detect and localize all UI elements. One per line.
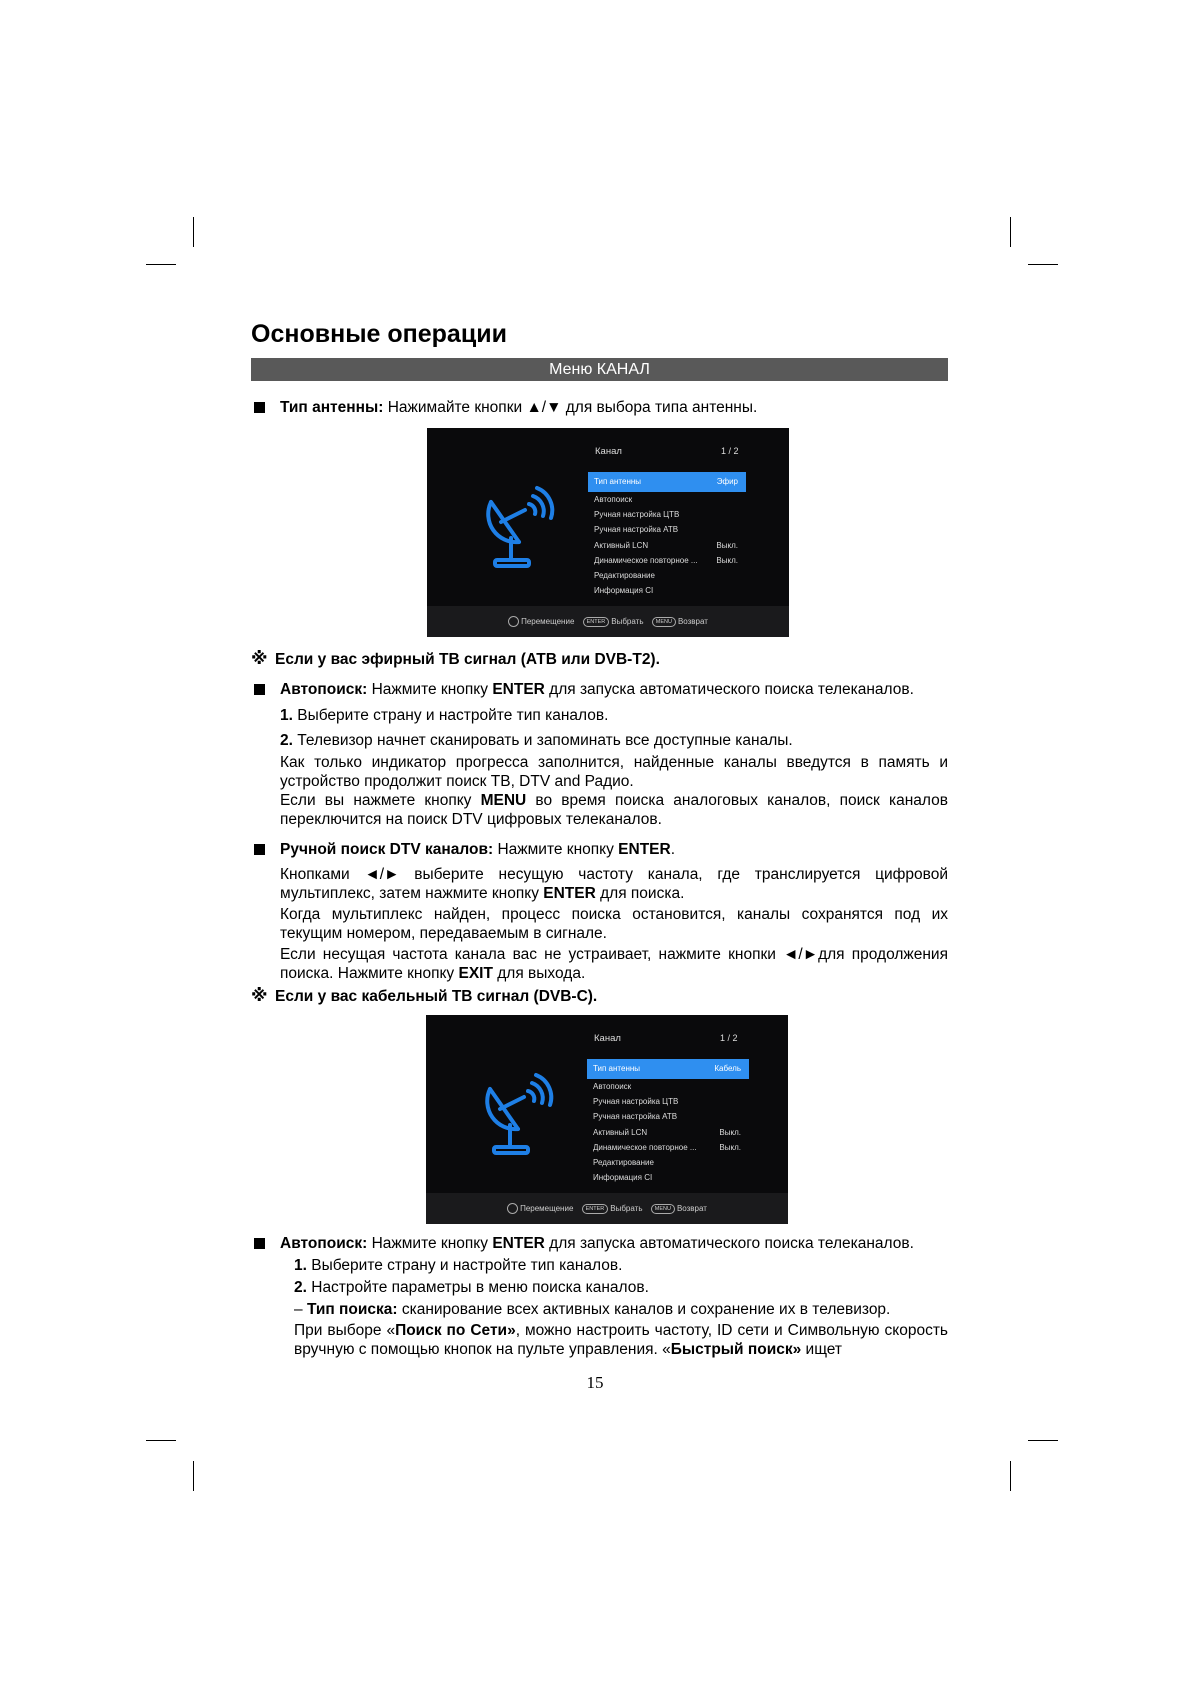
autosearch-air-step-1: 1. Выберите страну и настройте тип каналов.	[280, 707, 609, 724]
menu-item-ci-info[interactable]: Информация CI	[594, 586, 654, 595]
crop-mark	[146, 264, 176, 265]
menu-item-autosearch[interactable]: Автопоиск	[594, 495, 633, 504]
menu-item-manual-atv[interactable]: Ручная настройка АТВ	[594, 525, 679, 534]
crop-mark	[193, 1461, 194, 1491]
antenna-type-label: Тип антенны:	[280, 399, 384, 416]
autosearch-air-para-1: Как только индикатор прогресса заполнится, найденные каналы введутся в память и устройство продолжит поиск ТВ, DTV and Радио.	[280, 754, 948, 790]
network-search-para: При выборе «Поиск по Сети», можно настроить частоту, ID сети и Символьную скорость вручную с помощью кнопок на пульте управления. «Быстрый поиск» ищет	[294, 1322, 948, 1358]
reference-mark: ※	[251, 649, 268, 668]
menu-item-antenna-type[interactable]: Тип антенны Кабель	[587, 1059, 749, 1079]
manual-dtv-para-3: Если несущая частота канала вас не устраивает, нажмите кнопки ◄/►для продолжения поиска. Нажмите кнопку EXIT для выхода.	[280, 946, 948, 982]
air-signal-note: Если у вас эфирный ТВ сигнал (АТВ или DVB-T2).	[275, 651, 660, 668]
menu-item-manual-atv[interactable]: Ручная настройка АТВ	[593, 1112, 678, 1121]
menu-footer-hints: Перемещение ENTER Выбрать MENU Возврат	[427, 606, 789, 637]
page-number: 15	[586, 1373, 604, 1392]
autosearch-air-step-2: 2. Телевизор начнет сканировать и запоминать все доступные каналы.	[280, 732, 793, 749]
antenna-type-text: Нажимайте кнопки ▲/▼ для выбора типа антенны.	[383, 399, 758, 416]
menu-page-indicator: 1 / 2	[720, 1033, 738, 1043]
menu-item-manual-dtv[interactable]: Ручная настройка ЦТВ	[593, 1097, 679, 1106]
search-type-line: – Тип поиска: сканирование всех активных каналов и сохранение их в телевизор.	[294, 1301, 891, 1318]
bullet-icon	[254, 1238, 265, 1249]
autosearch-cable-step-2: 2. Настройте параметры в меню поиска каналов.	[294, 1279, 649, 1296]
menu-item-active-lcn[interactable]: Активный LCN Выкл.	[593, 1128, 741, 1137]
cable-signal-note: Если у вас кабельный ТВ сигнал (DVB-C).	[275, 988, 598, 1005]
tv-menu-screenshot-air	[427, 428, 789, 637]
menu-key-icon: MENU	[651, 1204, 675, 1214]
navigation-icon	[507, 1203, 518, 1214]
satellite-dish-icon	[479, 482, 559, 582]
satellite-dish-icon	[478, 1069, 558, 1169]
bullet-icon	[254, 844, 265, 855]
crop-mark	[1028, 264, 1058, 265]
reference-mark: ※	[251, 986, 268, 1005]
crop-mark	[193, 217, 194, 247]
menu-title: Канал	[595, 446, 622, 457]
menu-item-edit[interactable]: Редактирование	[593, 1158, 654, 1167]
menu-item-antenna-type[interactable]: Тип антенны Эфир	[588, 472, 746, 492]
autosearch-cable-line: Автопоиск: Нажмите кнопку ENTER для запуска автоматического поиска телеканалов.	[280, 1235, 914, 1252]
manual-dtv-para-1: Кнопками ◄/► выберите несущую частоту канала, где транслируется цифровой мультиплекс, затем нажмите кнопку ENTER для поиска.	[280, 866, 948, 902]
bullet-icon	[254, 402, 265, 413]
menu-item-active-lcn[interactable]: Активный LCN Выкл.	[594, 541, 738, 550]
autosearch-air-line: Автопоиск: Нажмите кнопку ENTER для запуска автоматического поиска телеканалов.	[280, 681, 914, 698]
menu-item-ci-info[interactable]: Информация CI	[593, 1173, 653, 1182]
page-title: Основные операции	[251, 320, 507, 348]
crop-mark	[1010, 1461, 1011, 1491]
manual-dtv-line: Ручной поиск DTV каналов: Нажмите кнопку ENTER.	[280, 841, 676, 858]
crop-mark	[146, 1440, 176, 1441]
antenna-type-line	[280, 398, 948, 417]
menu-footer-hints: Перемещение ENTER Выбрать MENU Возврат	[426, 1193, 788, 1224]
tv-menu-screenshot-cable	[426, 1015, 788, 1224]
menu-item-autosearch[interactable]: Автопоиск	[593, 1082, 632, 1091]
menu-item-manual-dtv[interactable]: Ручная настройка ЦТВ	[594, 510, 680, 519]
menu-item-edit[interactable]: Редактирование	[594, 571, 655, 580]
autosearch-cable-step-1: 1. Выберите страну и настройте тип каналов.	[294, 1257, 623, 1274]
bullet-icon	[254, 684, 265, 695]
menu-page-indicator: 1 / 2	[721, 446, 739, 456]
section-header: Меню КАНАЛ	[251, 358, 948, 381]
navigation-icon	[508, 616, 519, 627]
enter-key-icon: ENTER	[582, 1204, 609, 1214]
manual-dtv-para-2: Когда мультиплекс найден, процесс поиска остановится, каналы сохранятся под их текущим номером, передаваемым в сигнале.	[280, 906, 948, 942]
crop-mark	[1010, 217, 1011, 247]
menu-key-icon: MENU	[652, 617, 676, 627]
autosearch-air-para-2: Если вы нажмете кнопку MENU во время поиска аналоговых каналов, поиск каналов переключится на поиск DTV цифровых телеканалов.	[280, 792, 948, 828]
crop-mark	[1028, 1440, 1058, 1441]
menu-item-dynamic-rescan[interactable]: Динамическое повторное ... Выкл.	[593, 1143, 741, 1152]
menu-item-dynamic-rescan[interactable]: Динамическое повторное ... Выкл.	[594, 556, 738, 565]
enter-key-icon: ENTER	[583, 617, 610, 627]
menu-title: Канал	[594, 1033, 621, 1044]
